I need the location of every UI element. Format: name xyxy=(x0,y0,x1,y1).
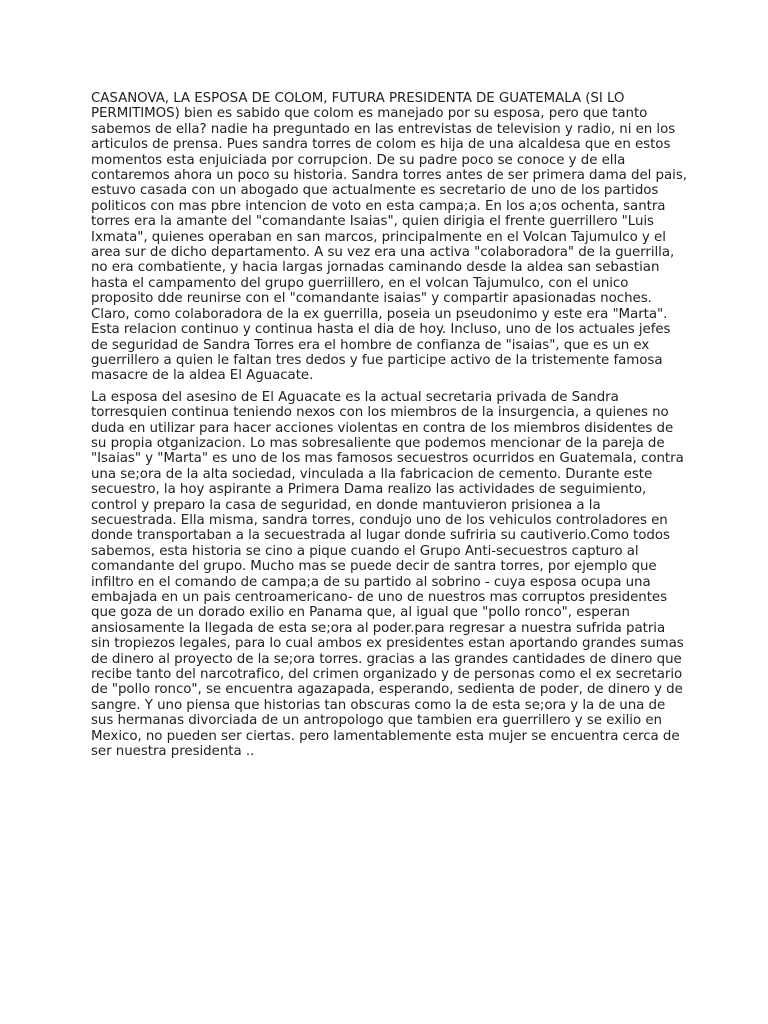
document-body xyxy=(91,91,687,765)
paragraph-2: La esposa del asesino de El Aguacate es la actual secretaria privada de Sandra torresquien continua teniendo nexos con los miembros de la insurgencia, a quienes no duda en utilizar para hacer acciones violentas en contra de los miembros disidentes de su propia otganizacion. Lo mas sobresaliente que podemos mencionar de la pareja de "Isaias" y "Marta" es uno de los mas famosos secuestros ocurridos en Guatemala, contra una se;ora de la alta sociedad, vinculada a lla fabricacion de cemento. Durante este secuestro, la hoy aspirante a Primera Dama realizo las actividades de seguimiento, control y preparo la casa de seguridad, en donde mantuvieron prisionea a la secuestrada. Ella misma, sandra torres, condujo uno de los vehiculos controladores en donde transportaban a la secuestrada al lugar donde sufriria su cautiverio.Como todos sabemos, esta historia se cino a pique cuando el Grupo Anti-secuestros capturo al comandante del grupo. Mucho mas se puede decir de santra torres, por ejemplo que infiltro en el comando de campa;a de su partido al sobrino - cuya esposa ocupa una embajada en un pais centroamericano- de uno de nuestros mas corruptos presidentes que goza de un dorado exilio en Panama que, al igual que "pollo ronco", esperan ansiosamente la llegada de esta se;ora al poder.para regresar a nuestra sufrida patria sin tropiezos legales, para lo cual ambos ex presidentes estan aportando grandes sumas de dinero al proyecto de la se;ora torres. gracias a las grandes cantidades de dinero que recibe tanto del narcotrafico, del crimen organizado y de personas como el ex secretario de "pollo ronco", se encuentra agazapada, esperando, sedienta de poder, de dinero y de sangre. Y uno piensa que historias tan obscuras como la de esta se;ora y la de una de sus hermanas divorciada de un antropologo que tambien era guerrillero y se exilio en Mexico, no pueden ser ciertas. pero lamentablemente esta mujer se encuentra cerca de ser nuestra presidenta .. xyxy=(91,389,684,760)
paragraph-1: CASANOVA, LA ESPOSA DE COLOM, FUTURA PRESIDENTA DE GUATEMALA (SI LO PERMITIMOS) bien es sabido que colom es manejado por su esposa, pero que tanto sabemos de ella? nadie ha preguntado en las entrevistas de television y radio, ni en los articulos de prensa. Pues sandra torres de colom es hija de una alcaldesa que en estos momentos esta enjuiciada por corrupcion. De su padre poco se conoce y de ella contaremos ahora un poco su historia. Sandra torres antes de ser primera dama del pais, estuvo casada con un abogado que actualmente es secretario de uno de los partidos politicos con mas pbre intencion de voto en esta campa;a. En los a;os ochenta, santra torres era la amante del "comandante Isaias", quien dirigia el frente guerrillero "Luis Ixmata", quienes operaban en san marcos, principalmente en el Volcan Tajumulco y el area sur de dicho departamento. A su vez era una activa "colaboradora" de la guerrilla, no era combatiente, y hacia largas jornadas caminando desde la aldea san sebastian hasta el campamento del grupo guerriillero, en el volcan Tajumulco, con el unico proposito dde reunirse con el "comandante isaias" y compartir apasionadas noches. Claro, como colaboradora de la ex guerrilla, poseia un pseudonimo y este era "Marta". Esta relacion continuo y continua hasta el dia de hoy. Incluso, uno de los actuales jefes de seguridad de Sandra Torres era el hombre de confianza de "isaias", que es un ex guerrillero a quien le faltan tres dedos y fue participe activo de la tristemente famosa masacre de la aldea El Aguacate. xyxy=(91,91,687,384)
